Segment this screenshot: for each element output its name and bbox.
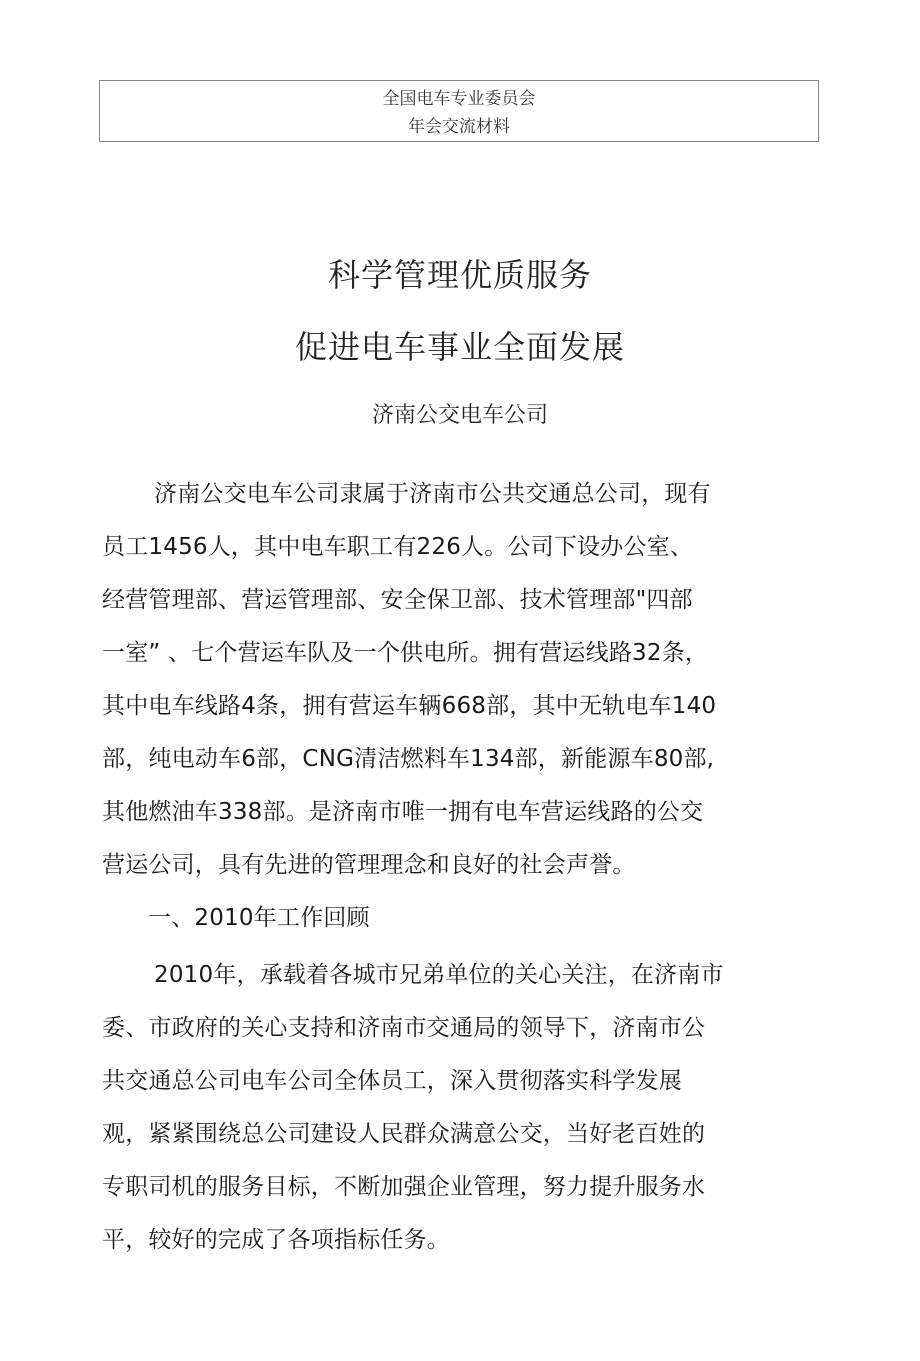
section-heading-2010-review bbox=[102, 892, 782, 945]
header-line-committee: 全国电车专业委员会 bbox=[382, 89, 536, 109]
header-box bbox=[99, 80, 819, 142]
paragraph-intro bbox=[102, 468, 782, 892]
text-line: 其他燃油车338部。是济南市唯一拥有电车营运线路的公交 bbox=[102, 799, 704, 825]
text-line: 一室” 、七个营运车队及一个供电所。拥有营运线路32条， bbox=[102, 640, 709, 666]
document-title-line1: 科学管理优质服务 bbox=[327, 256, 592, 294]
text-line: 济南公交电车公司隶属于济南市公共交通总公司，现有 bbox=[154, 481, 711, 507]
section-heading: 一、2010年工作回顾 bbox=[148, 905, 370, 931]
text-line: 经营管理部、营运管理部、安全保卫部、技术管理部"四部 bbox=[102, 587, 693, 613]
text-line: 委、市政府的关心支持和济南市交通局的领导下，济南市公 bbox=[102, 1015, 706, 1041]
text-line: 平，较好的完成了各项指标任务。 bbox=[102, 1227, 450, 1253]
text-line: 其中电车线路4条，拥有营运车辆668部，其中无轨电车140 bbox=[102, 693, 717, 719]
text-line: 观，紧紧围绕总公司建设人民群众满意公交，当好老百姓的 bbox=[102, 1121, 706, 1147]
document-author: 济南公交电车公司 bbox=[371, 403, 548, 428]
text-line: 部，纯电动车6部，CNG清洁燃料车134部，新能源车80部, bbox=[102, 746, 715, 772]
text-line: 专职司机的服务目标，不断加强企业管理，努力提升服务水 bbox=[102, 1174, 706, 1200]
text-line: 共交通总公司电车公司全体员工，深入贯彻落实科学发展 bbox=[102, 1068, 682, 1094]
paragraph-2010 bbox=[102, 949, 782, 1267]
text-line: 2010年，承载着各城市兄弟单位的关心关注，在济南市 bbox=[154, 962, 724, 988]
document-title-line2: 促进电车事业全面发展 bbox=[294, 328, 625, 366]
text-line: 营运公司，具有先进的管理理念和良好的社会声誉。 bbox=[102, 852, 636, 878]
header-line-material: 年会交流材料 bbox=[408, 117, 510, 137]
text-line: 员工1456人，其中电车职工有226人。公司下设办公室、 bbox=[102, 534, 694, 560]
